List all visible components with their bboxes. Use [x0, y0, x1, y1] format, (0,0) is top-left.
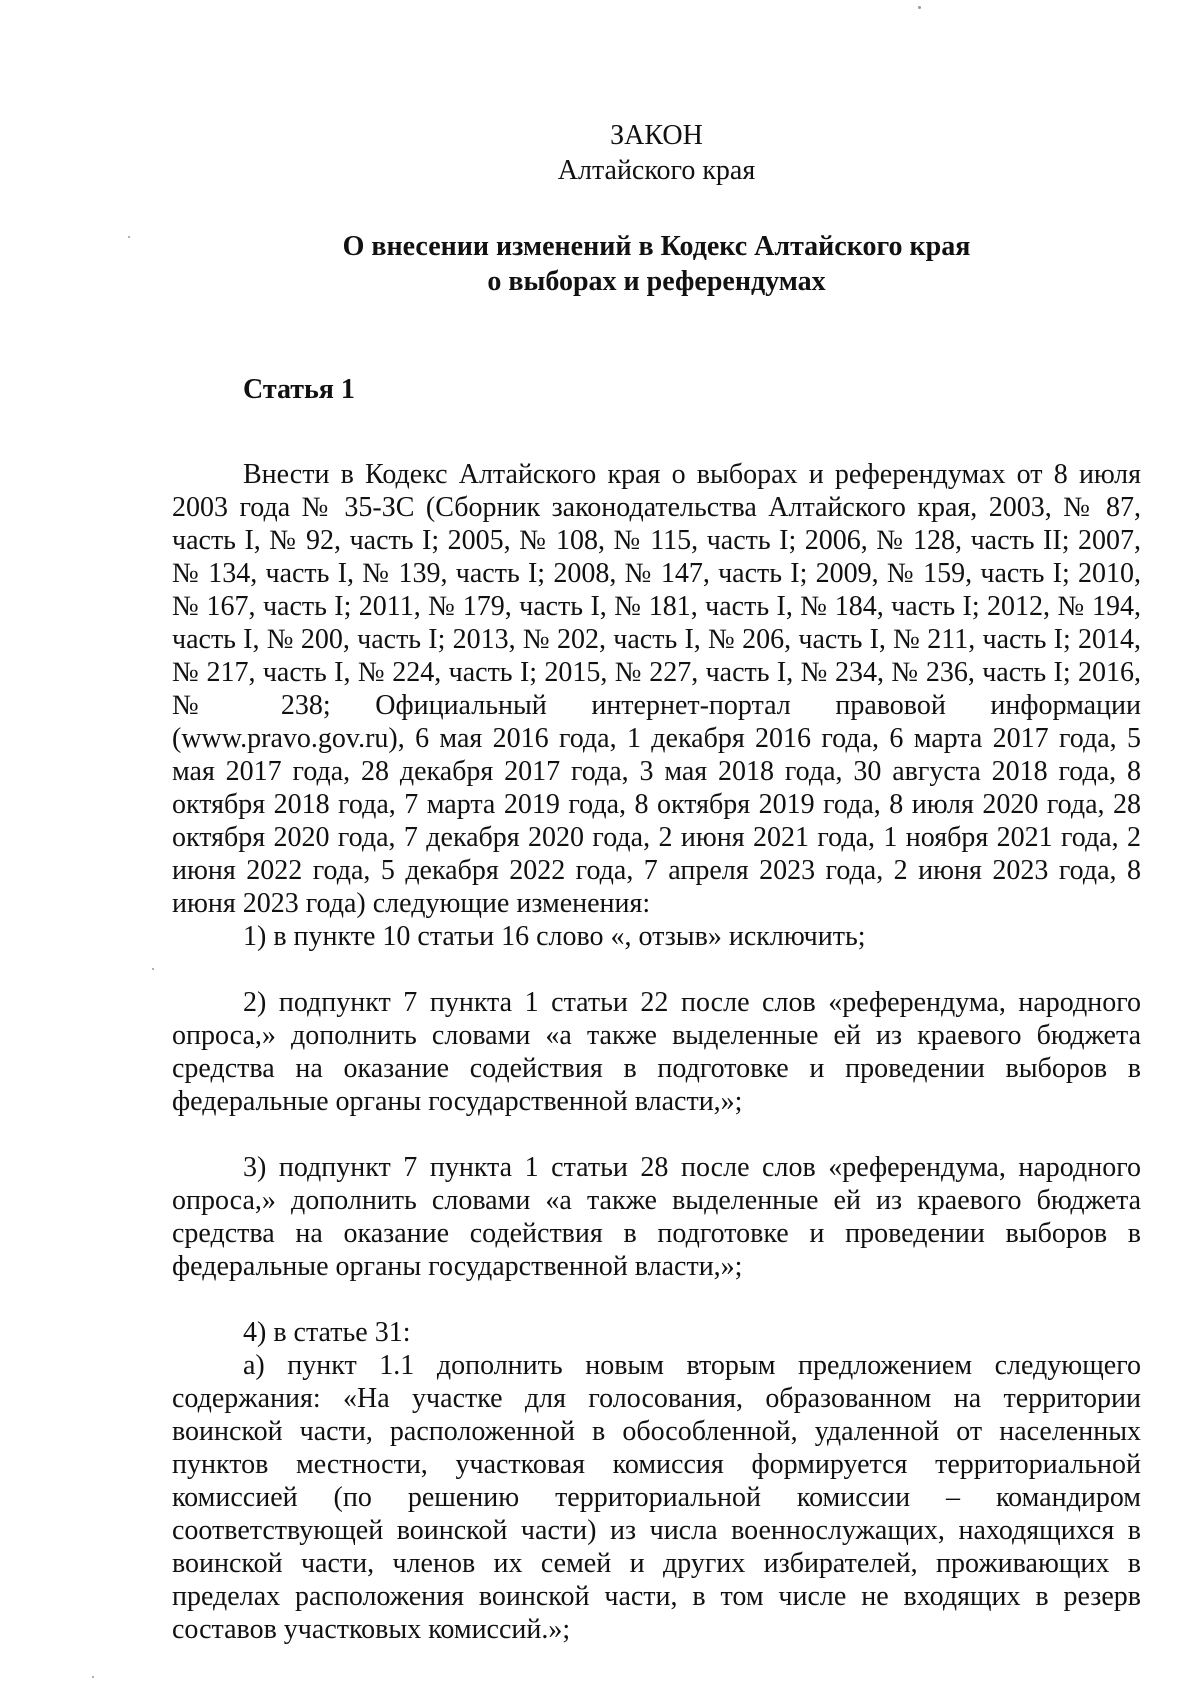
document-issuer: Алтайского края	[557, 155, 756, 186]
document-header	[172, 118, 1141, 188]
amendment-item-1: 1) в пункте 10 статьи 16 слово «, отзыв» исключить;	[243, 921, 866, 952]
amendment-item-3: 3) подпункт 7 пункта 1 статьи 28 после слов «референдума, народного опроса,» дополнить словами «а также выделенные ей из краевого бюджета средства на оказание содействия в подготовке и проведении выборов в федеральные органы государственной власти,»;	[172, 1152, 1141, 1282]
amendment-item-2: 2) подпункт 7 пункта 1 статьи 22 после слов «референдума, народного опроса,» дополнить словами «а также выделенные ей из краевого бюджета средства на оказание содействия в подготовке и проведении выборов в федеральные органы государственной власти,»;	[172, 987, 1141, 1117]
scan-speck	[918, 6, 921, 9]
scan-speck	[92, 1676, 94, 1678]
article-heading: Статья 1	[243, 374, 355, 405]
amendment-item-4: 4) в статье 31:	[243, 1317, 411, 1348]
article-intro-paragraph: Внести в Кодекс Алтайского края о выборах и референдумах от 8 июля 2003 года № 35-ЗС (Сборник законодательства Алтайского края, 2003, № 87, часть I, № 92, часть I; 2005, № 108, № 115, часть I; 2006, № 128, часть II; 2007, № 134, часть I, № 139, часть I; 2008, № 147, часть I; 2009, № 159, часть I; 2010, № 167, часть I; 2011, № 179, часть I, № 181, часть I, № 184, часть I; 2012, № 194, часть I, № 200, часть I; 2013, № 202, часть I, № 206, часть I, № 211, часть I; 2014, № 217, часть I, № 224, часть I; 2015, № 227, часть I, № 234, № 236, часть I; 2016, № 238; Официальный интернет-портал правовой информации (www.pravo.gov.ru), 6 мая 2016 года, 1 декабря 2016 года, 6 марта 2017 года, 5 мая 2017 года, 28 декабря 2017 года, 3 мая 2018 года, 30 августа 2018 года, 8 октября 2018 года, 7 марта 2019 года, 8 октября 2019 года, 8 июля 2020 года, 28 октября 2020 года, 7 декабря 2020 года, 2 июня 2021 года, 1 ноября 2021 года, 2 июня 2022 года, 5 декабря 2022 года, 7 апреля 2023 года, 2 июня 2023 года, 8 июня 2023 года) следующие изменения:	[172, 459, 1141, 919]
document-content	[172, 118, 1141, 1646]
amendment-subitem-a: а) пункт 1.1 дополнить новым вторым предложением следующего содержания: «На участке для голосования, образованном на территории воинской части, расположенной в обособленной, удаленной от населенных пунктов местности, участковая комиссия формируется территориальной комиссией (по решению территориальной комиссии – командиром соответствующей воинской части) из числа военнослужащих, находящихся в воинской части, членов их семей и других избирателей, проживающих в пределах расположения воинской части, в том числе не входящих в резерв составов участковых комиссий.»;	[172, 1350, 1141, 1645]
scan-speck	[128, 236, 130, 238]
document-title	[172, 229, 1141, 299]
document-title-line-1: О внесении изменений в Кодекс Алтайского края	[342, 231, 971, 262]
scan-speck	[152, 968, 154, 970]
document-type: ЗАКОН	[610, 120, 703, 151]
document-title-line-2: о выборах и референдумах	[487, 266, 826, 297]
